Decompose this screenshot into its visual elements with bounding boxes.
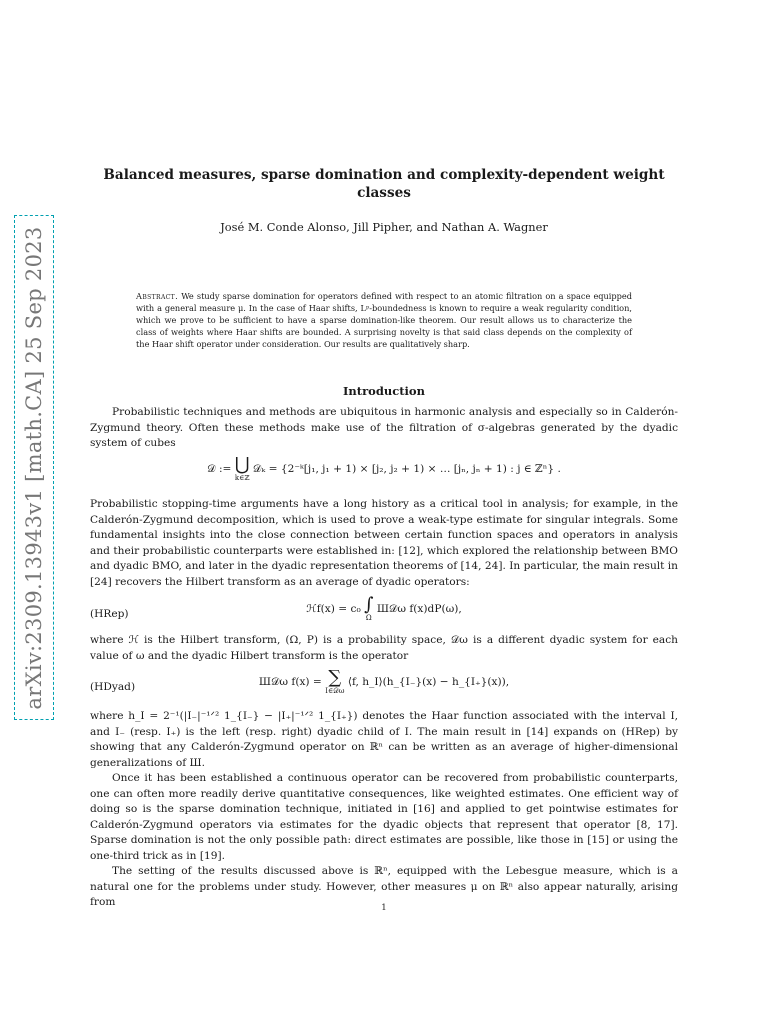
paper-authors: José M. Conde Alonso, Jill Pipher, and Nathan A. Wagner [220,220,548,234]
paragraph-3: where ℋ is the Hilbert transform, (Ω, P) is a probability space, 𝒟ω is a different dyadic system for each value of ω and the dyadic Hilbert transform is the operator [90,634,678,662]
paragraph-6: The setting of the results discussed above is ℝⁿ, equipped with the Lebesgue measure, which is a natural one for the problems under study. However, other measures μ on ℝⁿ also appear naturally, arising from [90,865,678,909]
section-title: Introduction [343,384,425,398]
paragraph-2: Probabilistic stopping-time arguments have a long history as a critical tool in analysis; for example, in the Calderón-Zygmund decomposition, which is used to prove a weak-type estimate for singular integrals. Some fundamental insights into the close connection between certain function spaces and operators in analysis and their probabilistic counterparts were established in: [12], which explored the relationship between BMO and dyadic BMO, and later in the dyadic representation theorems of [14, 24]. In particular, the main result in [24] recovers the Hilbert transform as an average of dyadic operators: [90,498,678,588]
eq-dyadic-rhs: 𝒟ₖ = {2⁻ᵏ[j₁, j₁ + 1) × [j₂, j₂ + 1) × … [jₙ, jₙ + 1) : j ∈ ℤⁿ} . [252,463,561,475]
integral-subscript: Ω [365,614,372,622]
eq-hdyad-lhs: Ш𝒟ω f(x) = [258,676,326,688]
paragraph-1: Probabilistic techniques and methods are ubiquitous in harmonic analysis and especially so in Calderón-Zygmund theory. Often these methods make use of the filtration of σ-algebras generated by the dyadic system of cubes [90,406,678,450]
eq-dyadic-lhs: 𝒟 := [207,463,235,475]
paragraph-4: where h_I = 2⁻¹(|I₋|⁻¹ᐟ² 1_{I₋} − |I₊|⁻¹ᐟ² 1_{I₊}) denotes the Haar function associated with the interval I, and I₋ (resp. I₊) is the left (resp. right) dyadic child of I. The main result in [14] expands on (HRep) by showing that any Calderón-Zygmund operator on ℝⁿ can be written as an average of higher-dimensional generalizations of Ш. [90,710,678,769]
abstract-label: Abstract. [136,291,179,301]
sum-subscript: I∈𝒟ω [325,687,345,695]
equation-hdyad [90,669,678,709]
eq-label-hrep: (HRep) [90,608,129,620]
eq-label-hdyad: (HDyad) [90,681,136,693]
equation-dyadic-system [90,456,678,496]
eq-hrep-lhs: ℋf(x) = c₀ [306,603,365,615]
sum-symbol: ∑ [328,667,342,688]
union-symbol: ⋃ [234,454,250,475]
equation-hrep [90,596,678,636]
abstract-text: We study sparse domination for operators defined with respect to an atomic filtration on a space equipped with a general measure μ. In the case of Haar shifts, Lᵖ-boundedness is known to require a weak regularity condition, which we prove to be sufficient to have a sparse domination-like theorem. Our result allows us to characterize the class of weights where Haar shifts are bounded. A surprising novelty is that said class depends on the complexity of the Haar shift operator under consideration. Our results are qualitatively sharp. [136,291,632,349]
arxiv-id: arXiv:2309.13943v1 [math.CA] 25 Sep 2023 [22,225,46,710]
abstract [136,290,632,350]
union-subscript: k∈ℤ [234,474,250,482]
integral-symbol: ∫ [364,594,374,615]
arxiv-stamp [14,215,54,720]
paper-title: Balanced measures, sparse domination and complexity-dependent weight classes [103,167,665,201]
integral-operator [364,596,373,622]
paragraph-5: Once it has been established a continuous operator can be recovered from probabilistic counterparts, one can often more readily derive quantitative consequences, like weighted estimates. One efficient way of doing so is the sparse domination technique, initiated in [16] and applied to get pointwise estimates for Calderón-Zygmund operators via estimates for the dyadic objects that represent that operator [8, 17]. Sparse domination is not the only possible path: direct estimates are possible, like those in [15] or using the one-third trick as in [19]. [90,772,678,862]
eq-hrep-rhs: Ш𝒟ω f(x)dP(ω), [376,603,462,615]
union-operator [235,456,250,482]
eq-hdyad-rhs: ⟨f, h_I⟩(h_{I₋}(x) − h_{I₊}(x)), [347,676,510,688]
sum-operator [325,669,344,695]
page-number: 1 [381,903,387,913]
